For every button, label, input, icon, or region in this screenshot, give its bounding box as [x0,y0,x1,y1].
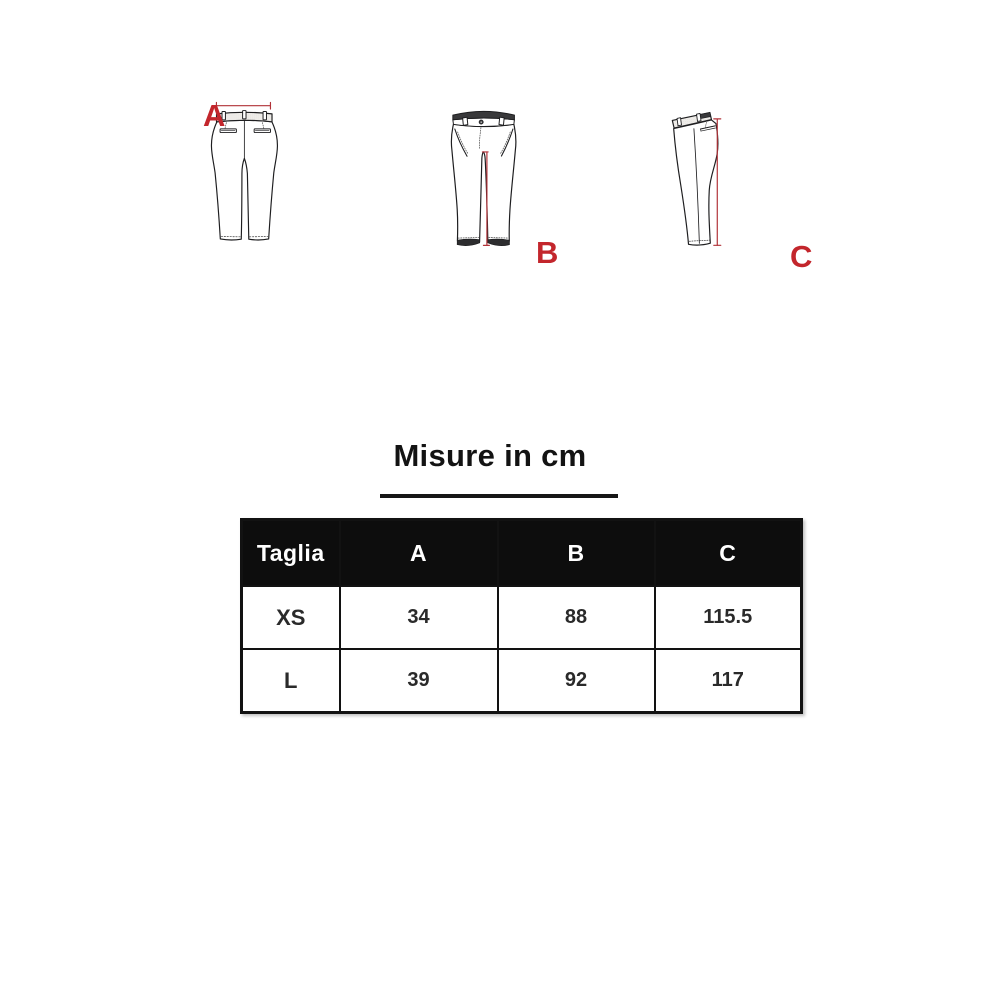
cell-size: XS [242,586,340,649]
measure-label-c: C [790,239,813,274]
waist-button [479,120,483,124]
cell-value-a: 39 [340,649,498,713]
cell-value-b: 92 [498,649,655,713]
page-title: Misure in cm [393,438,587,473]
pants-back-view-drawing [195,98,380,400]
front-hems [457,239,509,245]
pants-front-view-drawing [448,106,598,402]
measure-label-b: B [536,235,559,270]
size-table [240,518,803,714]
header-measure-b: B [498,520,655,587]
side-pants-body [674,120,718,245]
cell-value-c: 115.5 [655,586,802,649]
cell-value-b: 88 [498,586,655,649]
size-table-header-row [242,520,802,587]
header-taglia: Taglia [242,520,340,587]
size-row-l [242,649,802,713]
cell-value-a: 34 [340,586,498,649]
title-divider [380,494,618,498]
cell-size: L [242,649,340,713]
header-measure-c: C [655,520,802,587]
size-row-xs [242,586,802,649]
header-measure-a: A [340,520,498,587]
measure-label-a: A [203,98,226,133]
cell-value-c: 117 [655,649,802,713]
